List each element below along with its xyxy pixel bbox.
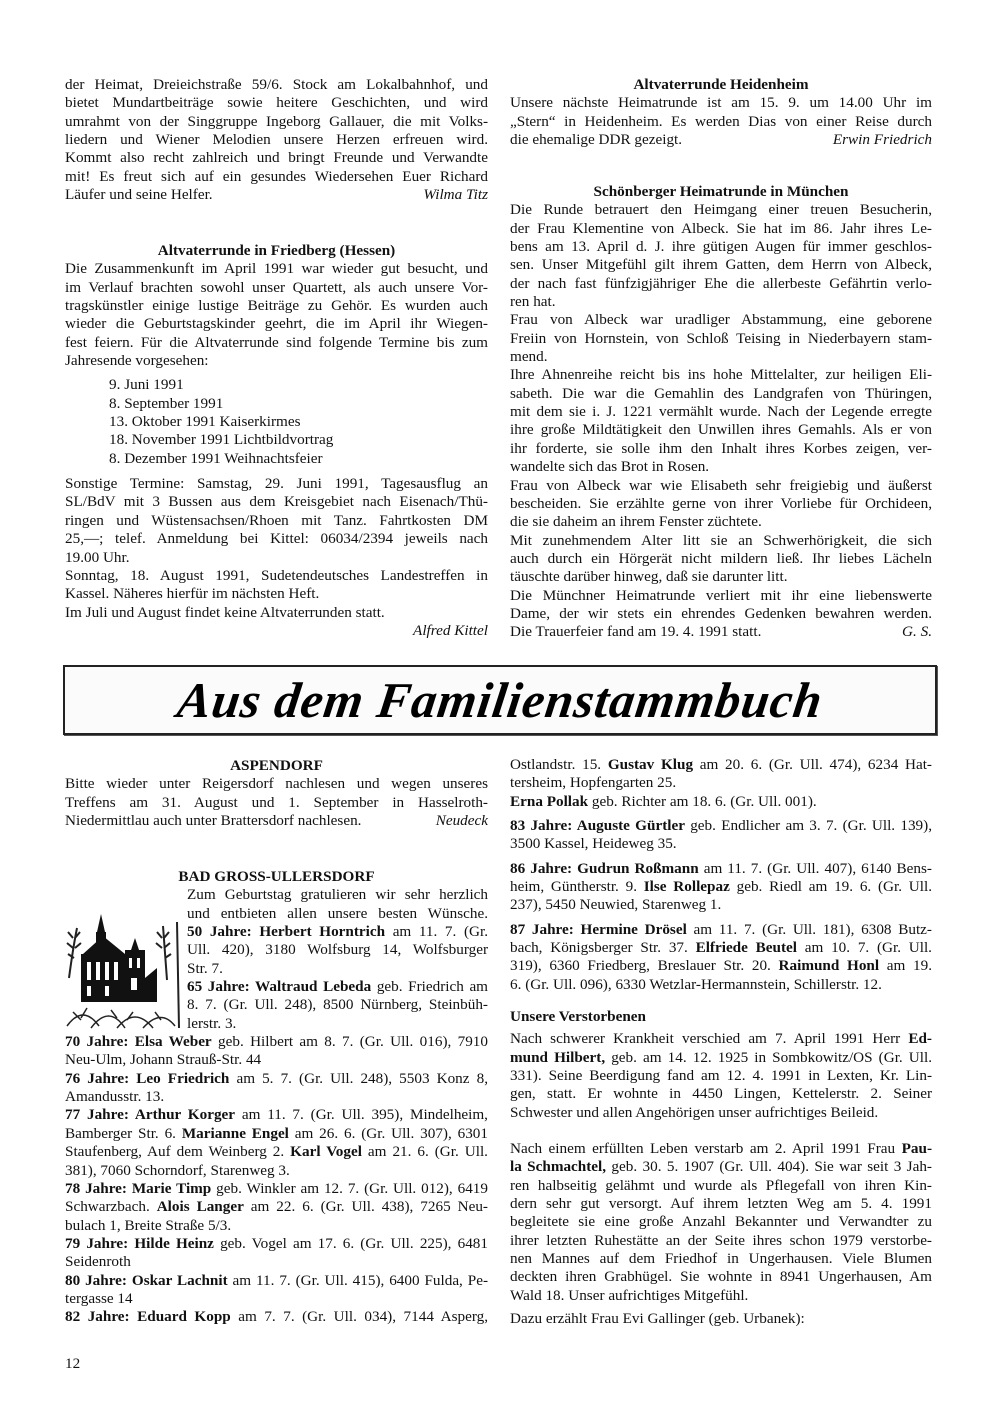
text-segment: Ostlandstr. 15. [510,756,608,773]
birthday-entry [65,1033,488,1070]
text-line: Freiin von Hornstein, von Schloß Teising in Niederbayern stam- [510,329,932,347]
line-text [510,756,932,773]
text-line [510,131,932,149]
text-line: Dazu erzählt Frau Evi Gallinger (geb. Urbanek): [510,1310,805,1328]
text-line: tersheim, Hopfengarten 25. [510,774,677,792]
line-text [65,1272,488,1289]
text-line [65,1125,488,1143]
text-line [510,1030,932,1048]
text-line: 8. September 1991 [109,394,224,412]
paragraph [65,775,488,830]
text-line: sen. Unser Mitgefühl gilt ihrem Gatten, dem Herrn von Albeck, [510,256,932,274]
line-text [510,957,932,974]
text-line [65,1180,488,1198]
paragraph [510,311,932,366]
bold-name: la Schmachtel, [510,1158,607,1176]
text-line: Ull. 420), 3180 Wolfsburg 14, Wolfsburger [187,941,488,959]
text-line: ihr forderte, sie solle ihm den Inhalt ihres Korbes zeigen, ver- [510,439,932,457]
text-line [65,1308,488,1326]
text-line [65,1070,488,1088]
paragraph [510,1310,932,1328]
text-line: „Stern“ in Heidenheim. Es werden Dias von einer Reise durch [510,112,932,130]
text-line [510,957,932,975]
text-line: 6. (Gr. Ull. 096), 6330 Wetzlar-Hermannstein, Schillerstr. 12. [510,975,882,993]
birthday-entry [65,1272,488,1309]
line-text: Läufer und seine Helfer. [65,186,213,204]
section-heading: BAD GROSS-ULLERSDORF [178,868,375,885]
text-line: 13. Oktober 1991 Kaiserkirmes [109,413,301,431]
text-line [65,186,488,204]
bold-name: Marianne Engel [181,1124,289,1142]
banner-title: Aus dem Familienstammbuch [173,672,827,728]
bold-name: 78 Jahre: Marie Timp [65,1179,212,1197]
bold-name: 86 Jahre: Gudrun Roßmann [510,859,699,877]
text-segment: am 11. 7. (Gr. [385,923,488,941]
line-text [510,1158,932,1175]
line-text [510,793,817,810]
bold-name: 50 Jahre: Herbert Horntrich [187,923,386,941]
bold-name: Karl Vogel [290,1143,362,1161]
text-segment: am 11. 7. (Gr. Ull. 415), 6400 Fulda, Pe- [227,1271,488,1289]
text-line: der Frau Klementine von Albeck. Sie hat im 86. Jahr ihres Le- [510,219,932,237]
line-text [510,817,932,834]
text-segment: am 20. 6. (Gr. Ull. 474), 6234 Hat- [693,756,932,773]
text-line [187,923,488,941]
bold-name: Ilse Rollepaz [643,878,730,896]
section-heading: ASPENDORF [230,757,323,774]
line-text [510,921,932,938]
bold-name: 76 Jahre: Leo Friedrich [65,1069,230,1087]
text-line: Sonntag, 18. August 1991, Sudetendeutsches Landestreffen in [65,566,488,584]
line-text [510,939,932,956]
birthday-entry [65,1180,488,1235]
article-aspendorf [65,757,488,830]
text-segment: 319), 6360 Friedberg, Breslauer Str. 20. [510,957,779,975]
text-segment: Nach schwerer Krankheit verschied am 7. April 1991 Herr [510,1030,909,1048]
bold-name: 70 Jahre: Elsa Weber [65,1033,212,1051]
bold-name: Alois Langer [156,1198,244,1216]
text-line [65,1198,488,1216]
text-line: Sonstige Termine: Samstag, 29. Juni 1991, Tagesausflug an [65,475,488,493]
text-line: der Heimat, Dreieichstraße 59/6. Stock am Lokalbahnhof, und [65,76,488,93]
bold-name: Pau- [901,1140,932,1158]
paragraph [510,366,932,476]
text-line: wieder die Geburtstagskinder geehrt, die im April ihr Wiegen- [65,315,488,333]
section-banner [63,665,937,735]
text-line [510,623,932,641]
paragraph [510,587,932,642]
text-line: 9. Juni 1991 [109,376,184,394]
text-line: liedern und Wiener Melodien unsere Herzen erfreuen wird. [65,131,488,149]
paragraph [510,532,932,587]
text-line [510,1158,932,1176]
text-segment: am 5. 7. (Gr. Ull. 248), 5503 Konz 8, [229,1069,488,1087]
text-line: Die Zusammenkunft im April 1991 war wieder gut besucht, und [65,260,488,278]
text-line: Wald 18. Unser aufrichtiges Mitgefühl. [510,1286,749,1304]
bold-name: Elfriede Beutel [695,939,797,957]
text-line: sabeth. Die war die Gemahlin des Landgrafen von Thüringen, [510,384,932,402]
text-line: Die Runde betrauert den Heimgang einer treuen Besucherin, [510,201,932,219]
text-line [510,1140,932,1158]
text-line: wandelte sich das Brot in Rosen. [510,458,710,476]
line-text [65,1143,488,1160]
paragraph [65,567,488,604]
text-line: tergasse 14 [65,1289,133,1307]
text-line: Frau von Albeck war wie Elisabeth sehr freigiebig und äußerst [510,476,932,494]
text-line [65,1235,488,1253]
bold-name: 65 Jahre: Waltraud Lebeda [187,978,372,996]
church-illustration [63,908,181,1032]
text-line: Frau von Albeck war uradliger Abstammung, eine geborene [510,311,932,329]
text-segment: am 26. 6. (Gr. Ull. 307), 6301 [288,1124,488,1142]
text-line: Bitte wieder unter Reigersdorf nachlesen und wegen unseres [65,775,488,793]
text-line: 8. Dezember 1991 Weihnachtsfeier [109,449,323,467]
text-segment: am 21. 6. (Gr. Ull. [361,1143,488,1161]
text-line: nen Mannes auf dem Friedhof in Ungerhausen. Viele Blumen [510,1250,932,1268]
text-segment: bach, Königsberger Str. 37. [510,939,696,957]
text-segment: Schwarzbach. [65,1198,157,1216]
text-line [65,1033,488,1051]
text-line: bietet Mundartbeiträge sowie heitere Geschichten, und wird [65,94,488,112]
author-signature: Neudeck [435,812,488,830]
text-segment: geb. Endlicher am 3. 7. (Gr. Ull. 139), [684,817,932,835]
text-segment: geb. Vogel am 17. 6. (Gr. Ull. 225), 6481 [213,1234,488,1252]
line-text [65,1180,488,1197]
section-heading: Unsere Verstorbenen [510,1008,646,1025]
text-line: 3500 Kassel, Heideweg 35. [510,835,677,853]
obituary-paragraph [510,1140,932,1305]
text-line: 8. 7. (Gr. Ull. 248), 8500 Nürnberg, Steinbüh- [187,996,488,1014]
bold-name: 83 Jahre: Auguste Gürtler [510,817,685,835]
text-line: Amandusstr. 13. [65,1088,165,1106]
author-signature: G. S. [902,623,932,641]
line-text [65,1198,488,1215]
bold-name: mund Hilbert, [510,1048,606,1066]
text-line: 381), 7060 Schorndorf, Starenweg 3. [65,1161,290,1179]
line-text [65,1106,488,1123]
birthday-entry [65,1308,488,1326]
text-segment: geb. Richter am 18. 6. (Gr. Ull. 001). [588,792,817,810]
bold-name: Gustav Klug [607,756,694,773]
text-line: 25,—; telef. Anmeldung bei Kittel: 06034/2394 jeweils nach [65,530,488,548]
text-line: Kassel. Näheres hierfür im nächsten Heft. [65,585,320,603]
bold-name: 82 Jahre: Eduard Kopp [65,1308,231,1326]
page-number: 12 [65,1355,81,1372]
article-heimat-continued [65,76,488,204]
bold-name: 80 Jahre: Oskar Lachnit [65,1271,228,1289]
paragraph [65,604,488,622]
text-line: der nach fast fünfzigjähriger Ehe die allerbeste Gefährtin verlo- [510,274,932,292]
text-segment: am 10. 7. (Gr. Ull. [796,939,932,957]
bold-name: Ed- [908,1030,932,1048]
text-line: Jahresende vorgesehen: [65,352,209,370]
text-line: Schwester und allen Angehörigen unser aufrichtiges Beileid. [510,1103,879,1121]
text-line [65,1143,488,1161]
birthday-entry [510,756,932,793]
text-segment: am 11. 7. (Gr. Ull. 395), Mindelheim, [235,1106,488,1124]
bold-name: Raimund Honl [778,957,880,975]
text-line: ihrer letzten Ruhestätte an der Seite ihres schon 1979 verstorbe- [510,1231,932,1249]
text-line [510,817,932,835]
text-segment: geb. Winkler am 12. 7. (Gr. Ull. 012), 6419 [211,1179,488,1197]
section-heading: Altvaterrunde in Friedberg (Hessen) [157,242,396,259]
text-segment: geb. am 14. 12. 1925 in Sombkowitz/OS (Gr. Ull. [605,1048,932,1066]
text-line: SL/BdV mit 3 Bussen aus dem Kreisgebiet nach Eisenach/Thü- [65,493,488,511]
line-text [510,1030,932,1047]
text-line: 237), 5450 Neuwied, Starenweg 1. [510,896,722,914]
paragraph [65,76,488,204]
line-text: die ehemalige DDR gezeigt. [510,131,683,149]
text-segment: geb. Friedrich am [371,978,488,996]
text-line: Ihre Ahnenreihe reicht bis ins hohe Mittelalter, zur heiligen Eli- [510,366,932,384]
paragraph [65,260,488,370]
birthday-entry [65,1106,488,1179]
article-friedberg [65,242,488,640]
paragraph [65,475,488,567]
text-segment: am 7. 7. (Gr. Ull. 034), 7144 Asperg, [230,1308,488,1326]
text-line: 331). Seine Beerdigung fand am 12. 4. 1991 in Lexten, Kr. Lin- [510,1067,932,1085]
line-text: Die Trauerfeier fand am 19. 4. 1991 statt. [510,623,762,641]
bold-name: 79 Jahre: Hilde Heinz [65,1234,214,1252]
paragraph [187,886,488,923]
dates-list [65,376,488,468]
text-line: ren hat. [510,293,556,311]
bold-name: 87 Jahre: Hermine Drösel [510,920,687,938]
birthday-entry [65,1235,488,1272]
line-text [65,1308,488,1325]
text-line [65,812,488,830]
text-segment: heim, Güntherstr. 9. [510,878,644,896]
text-line: 19.00 Uhr. [65,548,130,566]
bold-name: Erna Pollak [510,792,589,810]
article-muenchen [510,183,932,642]
line-text [65,1033,488,1050]
text-line: Seidenroth [65,1253,131,1271]
line-text [187,978,488,995]
text-segment: geb. Hilbert am 8. 7. (Gr. Ull. 016), 7910 [211,1033,488,1051]
text-segment: Bamberger Str. 6. [65,1124,182,1142]
text-line: mit dem sie i. J. 1221 vermählt wurde. Nach der Legende erregte [510,403,932,421]
text-line: auch durch ein Hörgerät nicht mildern ließ. Ihr liebes Lächeln [510,549,932,567]
text-line: die sie daheim an ihrem Fenster züchtete. [510,513,762,531]
birthday-entry [187,923,488,978]
text-line: Mit zunehmendem Alter litt sie an Schwerhörigkeit, die sich [510,531,932,549]
text-line: Die Münchner Heimatrunde verliert mit ihr eine liebenswerte [510,586,932,604]
text-segment: am 11. 7. (Gr. Ull. 181), 6308 Butz- [686,920,932,938]
text-line [510,1049,932,1067]
author-signature: Wilma Titz [423,186,488,204]
text-line: mit! Es freut sich auf ein gesundes Wiedersehen Euer Richard [65,167,488,185]
paragraph [510,201,932,311]
text-line: umrahmt von der Singgruppe Ingeborg Gallauer, die mit Volks- [65,112,488,130]
text-line: Treffens am 31. August und 1. September in Hasselroth- [65,793,488,811]
line-text [510,1140,932,1157]
line-text [187,923,488,940]
text-line: ren halbseitig gelähmt und wurde als Pflegefall von ihren Kin- [510,1176,932,1194]
text-line: deckten ihren Grabhügel. Sie wohnte in 8941 Ungerhausen, Am [510,1268,932,1286]
text-segment: am 22. 6. (Gr. Ull. 438), 7265 Neu- [243,1198,488,1216]
text-line: bulach 1, Breite Straße 5/3. [65,1216,232,1234]
line-text [510,878,932,895]
text-line: 18. November 1991 Lichtbildvortrag [109,431,334,449]
text-line: Kommt also recht zahlreich und bringt Freunde und Verwandte [65,149,488,167]
text-line [510,921,932,939]
text-line [510,860,932,878]
birthday-entry [510,817,932,854]
line-text [65,1235,488,1252]
text-line: Dame, der wir stets ein ehrendes Gedenken bewahren werden. [510,604,932,622]
text-line: bens am 13. April d. J. ihre gütigen Augen für immer geschlos- [510,238,932,256]
obituary-paragraph [510,1030,932,1122]
text-line: mend. [510,348,548,366]
text-line: ihre große Mildtätigkeit den Unwillen ihres Gemahls. Als er von [510,421,932,439]
text-line: dern sehr gut versorgt. Auf ihrem letzten Weg am 5. 4. 1991 [510,1195,932,1213]
text-line [510,939,932,957]
text-segment: Nach einem erfüllten Leben verstarb am 2. April 1991 Frau [510,1140,902,1158]
text-line: täuschte darüber hinweg, daß sie darunter litt. [510,568,788,586]
text-line: tragskünstler einige lustige Beiträge zu Gehör. Es wurden auch [65,297,488,315]
text-line [65,1106,488,1124]
text-line: Zum Geburtstag gratulieren wir sehr herzlich [187,886,488,904]
text-line: Neu-Ulm, Johann Strauß-Str. 44 [65,1051,262,1069]
text-line: lerstr. 3. [187,1014,237,1032]
text-line [187,978,488,996]
article-deceased [510,1008,932,1329]
text-segment: geb. Riedl am 19. 6. (Gr. Ull. [729,878,932,896]
bold-name: 77 Jahre: Arthur Korger [65,1106,236,1124]
text-line: im Verlauf brachten sowohl unser Quartett, als auch unsere Vor- [65,278,488,296]
birthday-entry [510,921,932,994]
text-line: begleitete sie eine große Anzahl Bekannter und Verwandter zu [510,1213,932,1231]
text-line: Im Juli und August findet keine Altvaterrunden statt. [65,603,385,621]
text-segment: am 11. 7. (Gr. Ull. 407), 6140 Bens- [698,859,932,877]
birthday-entry [510,793,932,811]
paragraph [510,94,932,149]
birthday-entry [510,860,932,915]
text-line: und entbieten allen unsere besten Wünsche. [187,904,488,922]
line-text [510,860,932,877]
section-heading: Altvaterrunde Heidenheim [633,76,809,93]
author-signature: Alfred Kittel [413,621,488,639]
paragraph [510,477,932,532]
section-heading: Schönberger Heimatrunde in München [593,183,849,200]
text-line: bescheiden. Sie erzählte gerne von ihrer Vorliebe für Orchideen, [510,494,932,512]
line-text [65,1070,488,1087]
line-text [65,1125,488,1142]
text-line: Unsere nächste Heimatrunde ist am 15. 9. um 14.00 Uhr im [510,94,932,112]
text-segment: Staufenberg, Auf dem Weinberg 2. [65,1143,291,1161]
line-text: Niedermittlau auch unter Brattersdorf nachlesen. [65,812,362,830]
text-line [510,793,932,811]
text-line [510,878,932,896]
birthday-entry [65,1070,488,1107]
text-line: gen, statt. Er wohnte in 4450 Lingen, Kettelerstr. 2. Seiner [510,1085,932,1103]
text-segment: geb. 30. 5. 1907 (Gr. Ull. 404). Sie war seit 3 Jah- [606,1158,932,1176]
text-line [65,1272,488,1290]
author-signature: Erwin Friedrich [832,131,932,149]
text-line: ringen und Wüstensachsen/Rhoen mit Tanz. Fahrtkosten DM [65,511,488,529]
text-line [510,756,932,774]
birthday-entry [187,978,488,1033]
text-segment: am 19. [879,957,932,975]
line-text [510,1049,932,1066]
article-heidenheim [510,76,932,149]
birthday-list-continued [510,756,932,994]
text-line: fest feiern. Für die Altvaterrunde sind folgende Termine bis zum [65,333,488,351]
text-line: Str. 7. [187,959,223,977]
